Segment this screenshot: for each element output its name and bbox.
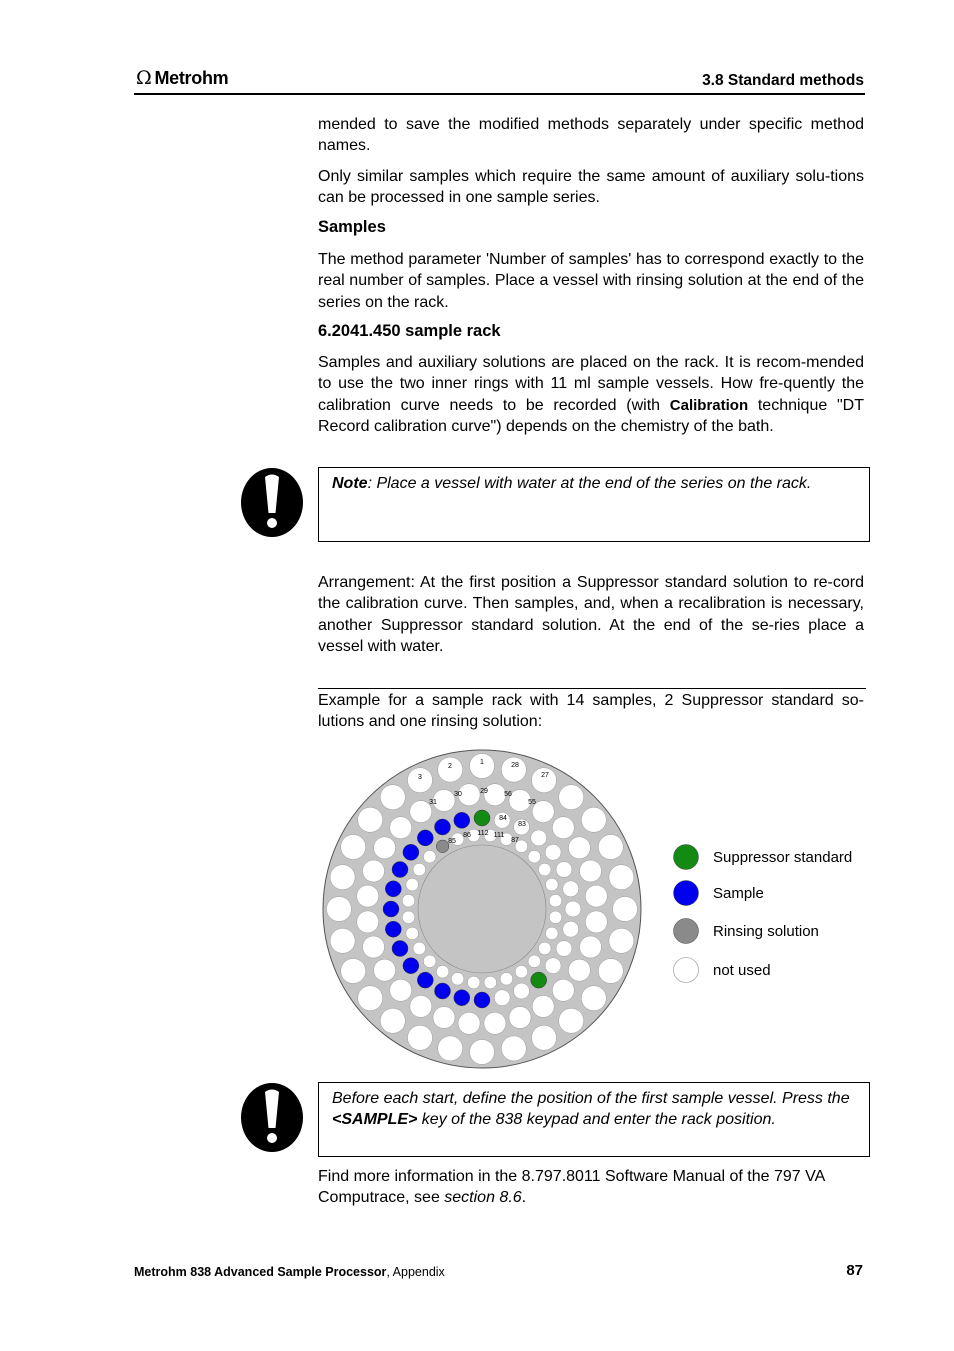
rack-vessel — [438, 1036, 463, 1061]
section-reference: section 8.6 — [444, 1189, 522, 1207]
rack-vessel — [556, 941, 572, 957]
rack-vessel — [330, 865, 355, 890]
rack-position-label: 55 — [528, 799, 536, 806]
rack-vessel — [380, 1008, 405, 1033]
rack-vessel — [390, 817, 412, 839]
rack-position-label: 2 — [448, 763, 452, 770]
rack-vessel — [609, 865, 634, 890]
rack-vessel — [559, 1008, 584, 1033]
paragraph-3: The method parameter 'Number of samples' has to correspond exactly to the real number of samples. Place a vessel with rinsing solution at the end of the series on the rack. — [318, 251, 864, 311]
rack-vessel — [474, 992, 490, 1008]
rack-vessel — [549, 894, 562, 907]
rack-vessel — [470, 1040, 495, 1065]
rack-vessel — [392, 941, 408, 957]
rack-vessel — [435, 819, 451, 835]
legend-label: not used — [713, 961, 771, 979]
samples-heading: Samples — [318, 218, 386, 236]
legend-label: Suppressor standard — [713, 848, 853, 866]
rack-vessel — [330, 928, 355, 953]
calibration-term: Calibration — [669, 396, 749, 414]
rack-vessel — [417, 830, 433, 846]
note-2-text-b: key of the 838 keypad and enter the rack position. — [417, 1111, 776, 1129]
rack-position-label: 30 — [454, 791, 462, 798]
rack-center — [418, 845, 546, 973]
header-divider — [134, 93, 865, 95]
rack-vessel — [392, 862, 408, 878]
rack-position-label: 86 — [463, 832, 471, 839]
rack-vessel — [467, 976, 480, 989]
rack-vessel — [531, 972, 547, 988]
rack-position-label: 56 — [504, 791, 512, 798]
rack-vessel — [563, 921, 579, 937]
paragraph-4-part-2: technique "DT Record calibration curve") depends on the chemistry of the bath. — [318, 396, 864, 435]
legend-item — [672, 843, 852, 871]
rack-vessel — [556, 862, 572, 878]
rack-position-label: 29 — [480, 788, 488, 795]
rack-vessel — [546, 927, 559, 940]
white-dot-icon — [672, 956, 700, 984]
rack-position-label: 84 — [499, 815, 507, 822]
rack-vessel — [341, 835, 366, 860]
rack-position-label: 85 — [448, 838, 456, 845]
footer-suffix: , Appendix — [386, 1265, 445, 1279]
rack-position-label: 28 — [511, 762, 519, 769]
rack-heading: 6.2041.450 sample rack — [318, 322, 501, 340]
rack-vessel — [383, 901, 399, 917]
rack-vessel — [451, 973, 464, 986]
exclamation-icon — [240, 1082, 304, 1153]
rack-vessel — [403, 844, 419, 860]
rack-vessel — [563, 881, 579, 897]
rack-position-label: 27 — [541, 772, 549, 779]
rack-vessel — [406, 878, 419, 891]
rack-vessel — [403, 958, 419, 974]
rack-vessel — [568, 837, 590, 859]
gray-dot-icon — [672, 917, 700, 945]
rack-vessel — [436, 840, 449, 853]
paragraph-5: Arrangement: At the first position a Suppressor standard solution to re-cord the calibration curve. Then samples, and, when a recalibration is necessary, another Suppressor standard solution. At the end of the se-ries place a vessel with water. — [318, 574, 864, 655]
rack-vessel — [585, 911, 607, 933]
rack-vessel — [436, 965, 449, 978]
paragraph-7-text: Find more information in the 8.797.8011 Software Manual of the 797 VA Computrace, see — [318, 1168, 825, 1207]
rack-vessel — [598, 835, 623, 860]
rack-position-label: 83 — [518, 821, 526, 828]
paragraph-6: Example for a sample rack with 14 samples, 2 Suppressor standard so-lutions and one rinsing solution: — [318, 692, 864, 731]
rack-vessel — [341, 959, 366, 984]
rack-vessel — [423, 955, 436, 968]
rack-vessel — [581, 986, 606, 1011]
exclamation-icon — [240, 467, 304, 538]
rack-vessel — [435, 983, 451, 999]
rack-vessel — [585, 885, 607, 907]
paragraph-7-end: . — [521, 1189, 527, 1207]
rack-vessel — [568, 959, 590, 981]
paragraph-4-part-1: Samples and auxiliary solutions are placed on the rack. It is recom-mended to use the two inner rings with 11 ml sample vessels. How fre-quently the calibration curve needs to be recorded (with — [318, 354, 864, 414]
rack-vessel — [363, 936, 385, 958]
legend-item — [672, 917, 819, 945]
rack-vessel — [581, 807, 606, 832]
rack-vessel — [390, 979, 412, 1001]
rack-vessel — [494, 990, 510, 1006]
rack-vessel — [501, 1036, 526, 1061]
rack-position-label: 31 — [429, 799, 437, 806]
rack-vessel — [474, 810, 490, 826]
note-box-1 — [318, 467, 870, 542]
rack-vessel — [538, 863, 551, 876]
rack-vessel — [357, 911, 379, 933]
rack-vessel — [509, 1007, 531, 1029]
legend-label: Sample — [713, 884, 764, 902]
rack-vessel — [385, 921, 401, 937]
rack-vessel — [515, 965, 528, 978]
rack-vessel — [538, 942, 551, 955]
paragraph-4 — [318, 352, 864, 437]
rack-position-label: 87 — [511, 837, 519, 844]
rack-vessel — [423, 850, 436, 863]
rack-vessel — [545, 958, 561, 974]
sample-rack-diagram — [318, 745, 648, 1075]
note-box-2 — [318, 1082, 870, 1157]
rack-vessel — [514, 983, 530, 999]
rack-vessel — [549, 911, 562, 924]
blue-dot-icon — [672, 879, 700, 907]
rack-position-label: 112 — [477, 830, 489, 837]
omega-icon: Ω — [136, 67, 152, 89]
legend-label: Rinsing solution — [713, 922, 819, 940]
rack-vessel — [358, 807, 383, 832]
rack-vessel — [374, 837, 396, 859]
rack-vessel — [410, 995, 432, 1017]
rack-position-label: 1 — [480, 759, 484, 766]
rack-vessel — [546, 878, 559, 891]
paragraph-2: Only similar samples which require the same amount of auxiliary solu-tions can be processed in one sample series. — [318, 168, 864, 207]
rack-vessel — [458, 1012, 480, 1034]
rack-vessel — [552, 979, 574, 1001]
rack-vessel — [484, 976, 497, 989]
rack-vessel — [413, 863, 426, 876]
rack-vessel — [402, 911, 415, 924]
rack-vessel — [500, 973, 513, 986]
note-2-text-a: Before each start, define the position of the first sample vessel. Press the — [332, 1090, 850, 1107]
rack-vessel — [380, 785, 405, 810]
paragraph-1: mended to save the modified methods separately under specific method names. — [318, 116, 864, 155]
rack-vessel — [580, 936, 602, 958]
legend-item — [672, 956, 771, 984]
rack-vessel — [580, 860, 602, 882]
rack-vessel — [532, 1025, 557, 1050]
rack-vessel — [454, 990, 470, 1006]
page-footer — [134, 1265, 445, 1279]
rack-vessel — [406, 927, 419, 940]
logo-text: Metrohm — [154, 67, 229, 88]
rack-vessel — [413, 942, 426, 955]
rack-vessel — [454, 812, 470, 828]
rack-vessel — [531, 830, 547, 846]
rack-vessel — [357, 885, 379, 907]
footer-product: Metrohm 838 Advanced Sample Processor — [134, 1265, 387, 1279]
rack-vessel — [532, 995, 554, 1017]
metrohm-logo — [136, 67, 228, 89]
rack-vessel — [385, 881, 401, 897]
paragraph-7 — [318, 1166, 864, 1209]
rack-vessel — [374, 959, 396, 981]
note-label: Note — [332, 475, 368, 492]
rack-vessel — [363, 860, 385, 882]
rack-vessel — [408, 1025, 433, 1050]
rack-vessel — [433, 1007, 455, 1029]
rack-vessel — [559, 785, 584, 810]
rack-position-label: 3 — [418, 774, 422, 781]
green-dot-icon — [672, 843, 700, 871]
rack-position-label: 111 — [493, 832, 505, 839]
rack-vessel — [565, 901, 581, 917]
legend-item — [672, 879, 764, 907]
rack-vessel — [470, 754, 495, 779]
rack-vessel — [327, 897, 352, 922]
rack-vessel — [609, 928, 634, 953]
rack-vessel — [402, 894, 415, 907]
rack-vessel — [545, 844, 561, 860]
rack-vessel — [358, 986, 383, 1011]
rack-vessel — [613, 897, 638, 922]
rack-vessel — [528, 955, 541, 968]
section-divider — [318, 688, 866, 689]
rack-vessel — [417, 972, 433, 988]
section-title: 3.8 Standard methods — [702, 72, 864, 89]
rack-vessel — [528, 850, 541, 863]
rack-vessel — [484, 1012, 506, 1034]
rack-vessel — [552, 817, 574, 839]
rack-vessel — [501, 757, 526, 782]
note-1-text: : Place a vessel with water at the end of the series on the rack. — [367, 475, 812, 492]
page-number: 87 — [846, 1262, 863, 1279]
rack-vessel — [598, 959, 623, 984]
sample-key: <SAMPLE> — [332, 1111, 418, 1129]
